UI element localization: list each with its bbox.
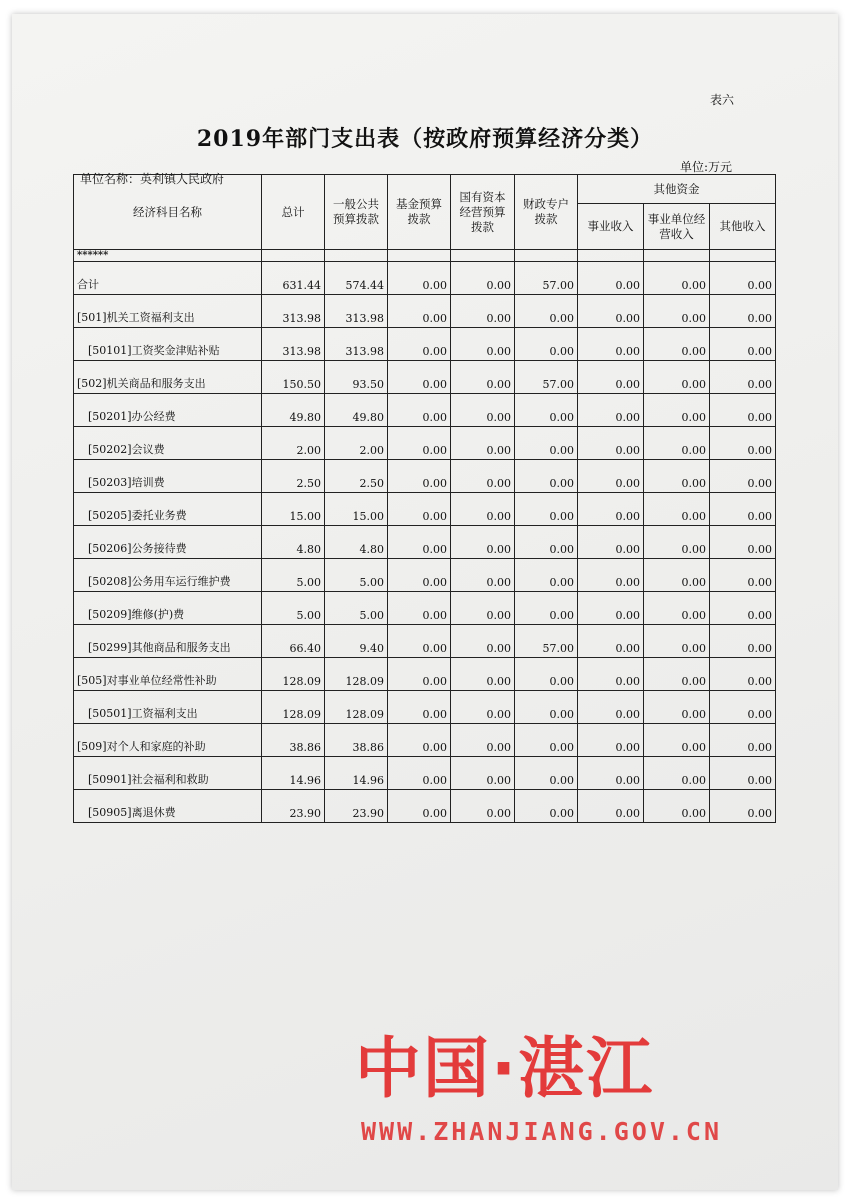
row-value: 0.00 bbox=[388, 757, 451, 790]
row-value: 0.00 bbox=[644, 691, 710, 724]
row-value: 574.44 bbox=[325, 262, 388, 295]
table-row bbox=[74, 526, 776, 559]
row-value: 0.00 bbox=[644, 394, 710, 427]
header-other-funds: 其他资金 bbox=[578, 175, 776, 204]
row-value: 0.00 bbox=[451, 427, 515, 460]
row-value: 0.00 bbox=[451, 790, 515, 823]
table-row bbox=[74, 592, 776, 625]
row-value: 0.00 bbox=[578, 427, 644, 460]
row-value: 38.86 bbox=[262, 724, 325, 757]
table-row bbox=[74, 790, 776, 823]
row-value: 0.00 bbox=[451, 724, 515, 757]
row-value: 4.80 bbox=[325, 526, 388, 559]
table-row bbox=[74, 361, 776, 394]
row-value: 0.00 bbox=[644, 559, 710, 592]
row-value: 14.96 bbox=[262, 757, 325, 790]
table-row bbox=[74, 295, 776, 328]
row-value: 5.00 bbox=[325, 559, 388, 592]
row-value: 0.00 bbox=[388, 262, 451, 295]
row-value: 0.00 bbox=[710, 262, 776, 295]
row-value: 0.00 bbox=[578, 526, 644, 559]
row-name: [50201]办公经费 bbox=[74, 394, 262, 427]
row-value: 631.44 bbox=[262, 262, 325, 295]
header-fund: 基金预算拨款 bbox=[388, 175, 451, 250]
row-value: 0.00 bbox=[515, 592, 578, 625]
row-name: [502]机关商品和服务支出 bbox=[74, 361, 262, 394]
row-value: 0.00 bbox=[515, 757, 578, 790]
row-value: 0.00 bbox=[644, 427, 710, 460]
row-value: 15.00 bbox=[262, 493, 325, 526]
row-value: 0.00 bbox=[388, 295, 451, 328]
row-value: 0.00 bbox=[710, 328, 776, 361]
row-value: 150.50 bbox=[262, 361, 325, 394]
table-row bbox=[74, 493, 776, 526]
row-value: 0.00 bbox=[388, 361, 451, 394]
header-state-capital: 国有资本经营预算拨款 bbox=[451, 175, 515, 250]
row-name: [50101]工资奖金津贴补贴 bbox=[74, 328, 262, 361]
row-value: 0.00 bbox=[388, 724, 451, 757]
row-value: 0.00 bbox=[451, 460, 515, 493]
row-value: 38.86 bbox=[325, 724, 388, 757]
table-row bbox=[74, 691, 776, 724]
row-value: 0.00 bbox=[644, 460, 710, 493]
row-value: 128.09 bbox=[325, 691, 388, 724]
watermark-url: WWW.ZHANJIANG.GOV.CN bbox=[361, 1117, 723, 1146]
row-value: 0.00 bbox=[578, 361, 644, 394]
row-name: 合计 bbox=[74, 262, 262, 295]
row-value: 0.00 bbox=[644, 262, 710, 295]
row-value: 0.00 bbox=[710, 592, 776, 625]
row-value: 0.00 bbox=[644, 658, 710, 691]
row-name: [50905]离退休费 bbox=[74, 790, 262, 823]
unit-label: 单位:万元 bbox=[680, 160, 733, 174]
header-total: 总计 bbox=[262, 175, 325, 250]
row-name: [50202]会议费 bbox=[74, 427, 262, 460]
row-value: 57.00 bbox=[515, 361, 578, 394]
row-value: 0.00 bbox=[515, 295, 578, 328]
row-value: 0.00 bbox=[710, 757, 776, 790]
row-value: 0.00 bbox=[515, 328, 578, 361]
row-value: 0.00 bbox=[388, 460, 451, 493]
row-value: 0.00 bbox=[578, 757, 644, 790]
table-row bbox=[74, 625, 776, 658]
row-value: 0.00 bbox=[451, 757, 515, 790]
row-value: 0.00 bbox=[388, 328, 451, 361]
row-name: [50501]工资福利支出 bbox=[74, 691, 262, 724]
table-row bbox=[74, 328, 776, 361]
row-value: 2.00 bbox=[325, 427, 388, 460]
row-value: 0.00 bbox=[710, 559, 776, 592]
row-name: [50209]维修(护)费 bbox=[74, 592, 262, 625]
row-value: 0.00 bbox=[451, 625, 515, 658]
row-value: 0.00 bbox=[578, 394, 644, 427]
row-value: 0.00 bbox=[710, 790, 776, 823]
row-value: 0.00 bbox=[578, 493, 644, 526]
row-value: 0.00 bbox=[451, 526, 515, 559]
row-value: 0.00 bbox=[710, 295, 776, 328]
row-value: 0.00 bbox=[578, 262, 644, 295]
header-career-unit-income: 事业单位经营收入 bbox=[644, 204, 710, 250]
row-value: 0.00 bbox=[451, 295, 515, 328]
row-value: 0.00 bbox=[644, 724, 710, 757]
row-value: 4.80 bbox=[262, 526, 325, 559]
row-name: [505]对事业单位经常性补助 bbox=[74, 658, 262, 691]
row-value: 128.09 bbox=[262, 691, 325, 724]
row-value: 0.00 bbox=[578, 295, 644, 328]
header-other-income: 其他收入 bbox=[710, 204, 776, 250]
row-name: [50206]公务接待费 bbox=[74, 526, 262, 559]
unit-name: 单位名称：英利镇人民政府 bbox=[80, 172, 225, 186]
row-value: 313.98 bbox=[325, 295, 388, 328]
row-value: 15.00 bbox=[325, 493, 388, 526]
row-value: 0.00 bbox=[578, 658, 644, 691]
row-name: [50208]公务用车运行维护费 bbox=[74, 559, 262, 592]
row-value: 0.00 bbox=[515, 559, 578, 592]
row-value: 93.50 bbox=[325, 361, 388, 394]
row-value: 0.00 bbox=[515, 427, 578, 460]
row-value: 0.00 bbox=[710, 724, 776, 757]
row-value: 0.00 bbox=[710, 361, 776, 394]
row-value: 313.98 bbox=[325, 328, 388, 361]
table-row bbox=[74, 757, 776, 790]
expenditure-table bbox=[73, 174, 776, 823]
row-value: 0.00 bbox=[644, 361, 710, 394]
row-value: 5.00 bbox=[262, 592, 325, 625]
row-value: 0.00 bbox=[710, 658, 776, 691]
row-name: [509]对个人和家庭的补助 bbox=[74, 724, 262, 757]
row-value: 0.00 bbox=[515, 658, 578, 691]
row-value: 9.40 bbox=[325, 625, 388, 658]
row-value: 0.00 bbox=[578, 691, 644, 724]
row-value: 0.00 bbox=[710, 394, 776, 427]
table-row bbox=[74, 724, 776, 757]
row-value: 0.00 bbox=[515, 493, 578, 526]
row-value: 23.90 bbox=[262, 790, 325, 823]
row-value: 49.80 bbox=[325, 394, 388, 427]
row-value: 0.00 bbox=[515, 691, 578, 724]
row-value: 0.00 bbox=[644, 328, 710, 361]
table-row bbox=[74, 427, 776, 460]
sheet-number: 表六 bbox=[710, 93, 735, 107]
table-row bbox=[74, 460, 776, 493]
row-value: 0.00 bbox=[644, 592, 710, 625]
page-title: 2019年部门支出表（按政府预算经济分类） bbox=[196, 126, 654, 152]
row-value: 0.00 bbox=[515, 526, 578, 559]
row-name: [50205]委托业务费 bbox=[74, 493, 262, 526]
row-value: 0.00 bbox=[388, 625, 451, 658]
row-value: 0.00 bbox=[515, 394, 578, 427]
row-name: [50901]社会福利和救助 bbox=[74, 757, 262, 790]
watermark-logo bbox=[355, 1015, 755, 1145]
row-value: 0.00 bbox=[644, 625, 710, 658]
row-name: [50203]培训费 bbox=[74, 460, 262, 493]
row-value: 5.00 bbox=[262, 559, 325, 592]
row-value: 0.00 bbox=[578, 328, 644, 361]
row-value: 0.00 bbox=[644, 295, 710, 328]
row-value: 2.50 bbox=[325, 460, 388, 493]
row-value: 0.00 bbox=[578, 559, 644, 592]
row-value: 0.00 bbox=[388, 493, 451, 526]
row-value: 0.00 bbox=[388, 526, 451, 559]
row-name: [50299]其他商品和服务支出 bbox=[74, 625, 262, 658]
row-value: 128.09 bbox=[325, 658, 388, 691]
row-value: 0.00 bbox=[644, 526, 710, 559]
separator-row bbox=[74, 250, 776, 262]
row-value: 0.00 bbox=[578, 625, 644, 658]
separator-cell: ****** bbox=[74, 250, 262, 262]
row-value: 0.00 bbox=[710, 427, 776, 460]
row-value: 0.00 bbox=[388, 790, 451, 823]
row-value: 14.96 bbox=[325, 757, 388, 790]
table-row bbox=[74, 394, 776, 427]
row-value: 0.00 bbox=[578, 460, 644, 493]
row-value: 66.40 bbox=[262, 625, 325, 658]
row-value: 23.90 bbox=[325, 790, 388, 823]
row-value: 0.00 bbox=[710, 460, 776, 493]
row-name: [501]机关工资福利支出 bbox=[74, 295, 262, 328]
header-name: 经济科目名称 bbox=[74, 175, 262, 250]
row-value: 0.00 bbox=[388, 658, 451, 691]
row-value: 313.98 bbox=[262, 295, 325, 328]
row-value: 0.00 bbox=[644, 790, 710, 823]
row-value: 0.00 bbox=[578, 790, 644, 823]
row-value: 0.00 bbox=[578, 724, 644, 757]
row-value: 57.00 bbox=[515, 262, 578, 295]
row-value: 0.00 bbox=[515, 724, 578, 757]
row-value: 0.00 bbox=[644, 757, 710, 790]
row-value: 57.00 bbox=[515, 625, 578, 658]
row-value: 0.00 bbox=[388, 592, 451, 625]
row-value: 0.00 bbox=[388, 394, 451, 427]
row-value: 0.00 bbox=[451, 394, 515, 427]
row-value: 0.00 bbox=[451, 691, 515, 724]
row-value: 0.00 bbox=[451, 592, 515, 625]
header-general: 一般公共预算拨款 bbox=[325, 175, 388, 250]
row-value: 0.00 bbox=[388, 427, 451, 460]
row-value: 0.00 bbox=[388, 691, 451, 724]
row-value: 0.00 bbox=[515, 460, 578, 493]
row-value: 0.00 bbox=[578, 592, 644, 625]
table-row bbox=[74, 658, 776, 691]
row-value: 0.00 bbox=[451, 658, 515, 691]
row-value: 0.00 bbox=[644, 493, 710, 526]
row-value: 0.00 bbox=[515, 790, 578, 823]
row-value: 0.00 bbox=[710, 625, 776, 658]
row-value: 128.09 bbox=[262, 658, 325, 691]
watermark-text: 中国·湛江 bbox=[355, 1030, 655, 1107]
row-value: 0.00 bbox=[710, 493, 776, 526]
row-value: 49.80 bbox=[262, 394, 325, 427]
row-value: 2.00 bbox=[262, 427, 325, 460]
row-value: 0.00 bbox=[710, 691, 776, 724]
table-row bbox=[74, 262, 776, 295]
row-value: 0.00 bbox=[388, 559, 451, 592]
header-career-income: 事业收入 bbox=[578, 204, 644, 250]
row-value: 0.00 bbox=[451, 262, 515, 295]
row-value: 5.00 bbox=[325, 592, 388, 625]
row-value: 0.00 bbox=[451, 559, 515, 592]
table-body bbox=[74, 262, 776, 823]
row-value: 0.00 bbox=[710, 526, 776, 559]
header-fiscal-special: 财政专户拨款 bbox=[515, 175, 578, 250]
row-value: 0.00 bbox=[451, 328, 515, 361]
table-row bbox=[74, 559, 776, 592]
row-value: 2.50 bbox=[262, 460, 325, 493]
row-value: 0.00 bbox=[451, 493, 515, 526]
row-value: 0.00 bbox=[451, 361, 515, 394]
row-value: 313.98 bbox=[262, 328, 325, 361]
